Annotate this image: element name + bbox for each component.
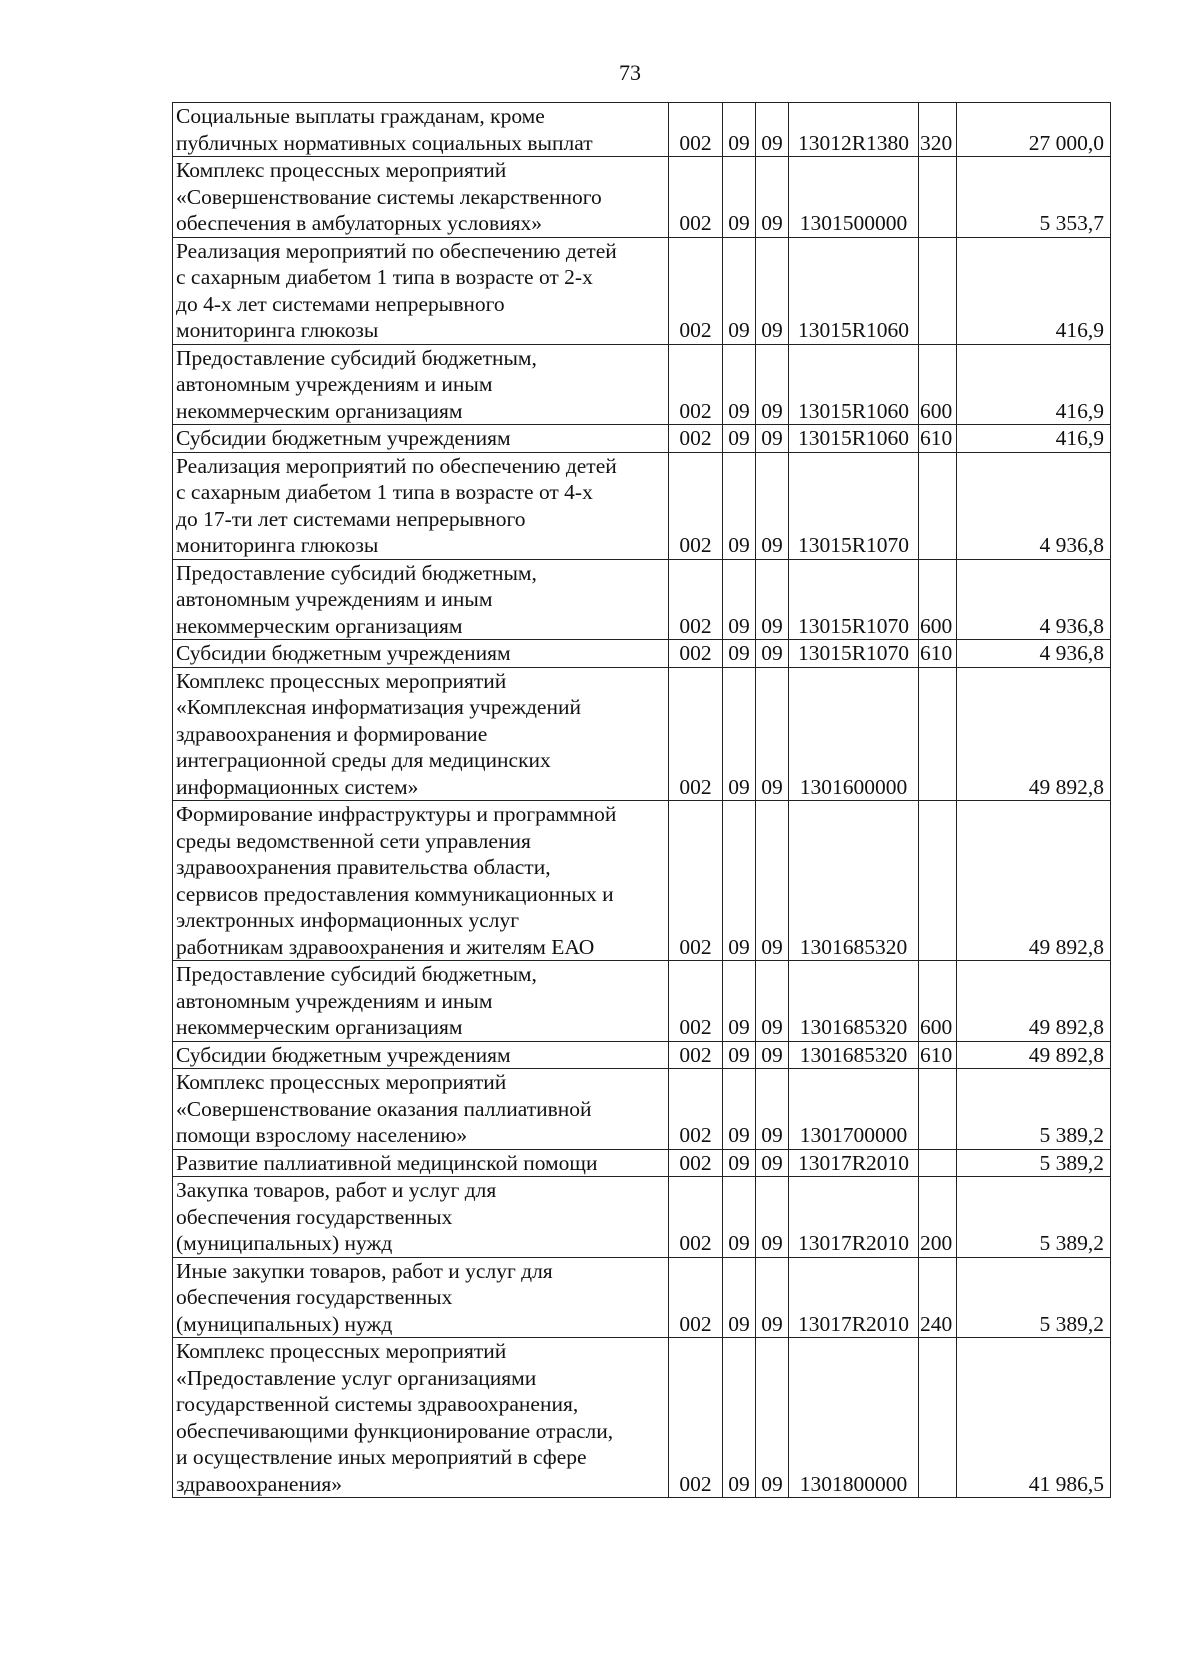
subsection-code: 09 xyxy=(756,667,789,801)
table-row xyxy=(173,237,1111,344)
ministry-code: 002 xyxy=(669,667,723,801)
table-row xyxy=(173,559,1111,640)
section-code: 09 xyxy=(723,344,756,425)
section-code: 09 xyxy=(723,1149,756,1177)
ministry-code: 002 xyxy=(669,425,723,453)
ministry-code: 002 xyxy=(669,344,723,425)
expense-kind-code xyxy=(919,1069,957,1150)
description-line: Комплекс процессных мероприятий xyxy=(176,158,507,182)
description-line: автономным учреждениям и иным xyxy=(176,988,493,1013)
expense-kind-code: 600 xyxy=(919,344,957,425)
expense-kind-code xyxy=(919,801,957,961)
row-description xyxy=(173,1338,669,1498)
description-line: здравоохранения и формирование xyxy=(176,721,488,746)
subsection-code: 09 xyxy=(756,559,789,640)
row-description xyxy=(173,237,669,344)
description-line: Закупка товаров, работ и услуг для xyxy=(176,1178,497,1202)
section-code: 09 xyxy=(723,640,756,668)
target-article-code: 1301600000 xyxy=(789,667,919,801)
description-line: обеспечения государственных xyxy=(176,1204,453,1229)
row-description xyxy=(173,801,669,961)
section-code: 09 xyxy=(723,1069,756,1150)
table-row xyxy=(173,667,1111,801)
description-line: «Предоставление услуг организациями xyxy=(176,1365,537,1390)
description-line: до 4-х лет системами непрерывного xyxy=(176,291,505,316)
budget-table xyxy=(172,102,1111,1498)
description-line: и осуществление иных мероприятий в сфере xyxy=(176,1445,587,1469)
row-description xyxy=(173,1177,669,1258)
target-article-code: 13017R2010 xyxy=(789,1257,919,1338)
target-article-code: 13015R1070 xyxy=(789,559,919,640)
expense-kind-code: 600 xyxy=(919,559,957,640)
description-line: Реализация мероприятий по обеспечению детей xyxy=(176,238,617,263)
subsection-code: 09 xyxy=(756,1069,789,1150)
ministry-code: 002 xyxy=(669,1041,723,1069)
description-line: обеспечивающими функционирование отрасли, xyxy=(176,1418,614,1443)
description-line: Комплекс процессных мероприятий xyxy=(176,668,507,693)
expense-kind-code: 600 xyxy=(919,961,957,1042)
description-line: «Совершенствование системы лекарственного xyxy=(176,184,602,209)
description-line: Комплекс процессных мероприятий xyxy=(176,1070,507,1094)
description-line: Формирование инфраструктуры и программной xyxy=(176,802,617,826)
row-description xyxy=(173,1149,669,1177)
section-code: 09 xyxy=(723,1177,756,1258)
target-article-code: 1301700000 xyxy=(789,1069,919,1150)
target-article-code: 13015R1070 xyxy=(789,452,919,559)
amount-value: 49 892,8 xyxy=(957,667,1111,801)
description-line: Иные закупки товаров, работ и услуг для xyxy=(176,1258,553,1283)
table-row xyxy=(173,1177,1111,1258)
subsection-code: 09 xyxy=(756,640,789,668)
row-description xyxy=(173,1257,669,1338)
subsection-code: 09 xyxy=(756,103,789,157)
amount-value: 4 936,8 xyxy=(957,559,1111,640)
table-row xyxy=(173,452,1111,559)
description-line: (муниципальных) нужд xyxy=(176,1311,393,1336)
section-code: 09 xyxy=(723,1338,756,1498)
table-row xyxy=(173,1149,1111,1177)
section-code: 09 xyxy=(723,425,756,453)
description-line: (муниципальных) нужд xyxy=(176,1231,393,1255)
description-line: здравоохранения» xyxy=(176,1471,343,1496)
description-line: до 17-ти лет системами непрерывного xyxy=(176,506,526,531)
subsection-code: 09 xyxy=(756,801,789,961)
amount-value: 49 892,8 xyxy=(957,801,1111,961)
subsection-code: 09 xyxy=(756,961,789,1042)
table-row xyxy=(173,640,1111,668)
description-line: среды ведомственной сети управления xyxy=(176,828,531,853)
row-description xyxy=(173,640,669,668)
ministry-code: 002 xyxy=(669,1069,723,1150)
subsection-code: 09 xyxy=(756,1041,789,1069)
description-line: Субсидии бюджетным учреждениям xyxy=(176,641,511,665)
table-row xyxy=(173,103,1111,157)
expense-kind-code xyxy=(919,157,957,238)
ministry-code: 002 xyxy=(669,1149,723,1177)
ministry-code: 002 xyxy=(669,1257,723,1338)
table-row xyxy=(173,1041,1111,1069)
expense-kind-code: 610 xyxy=(919,425,957,453)
amount-value: 416,9 xyxy=(957,344,1111,425)
ministry-code: 002 xyxy=(669,237,723,344)
section-code: 09 xyxy=(723,103,756,157)
expense-kind-code xyxy=(919,237,957,344)
section-code: 09 xyxy=(723,801,756,961)
amount-value: 5 389,2 xyxy=(957,1257,1111,1338)
ministry-code: 002 xyxy=(669,1177,723,1258)
description-line: с сахарным диабетом 1 типа в возрасте от 2-х xyxy=(176,265,593,289)
target-article-code: 1301685320 xyxy=(789,961,919,1042)
ministry-code: 002 xyxy=(669,961,723,1042)
row-description xyxy=(173,1069,669,1150)
description-line: Развитие паллиативной медицинской помощи xyxy=(176,1150,598,1175)
description-line: работникам здравоохранения и жителям ЕАО xyxy=(176,934,595,959)
section-code: 09 xyxy=(723,452,756,559)
expense-kind-code: 610 xyxy=(919,640,957,668)
table-row xyxy=(173,801,1111,961)
description-line: «Комплексная информатизация учреждений xyxy=(176,695,581,719)
subsection-code: 09 xyxy=(756,1338,789,1498)
ministry-code: 002 xyxy=(669,157,723,238)
subsection-code: 09 xyxy=(756,1177,789,1258)
description-line: некоммерческим организациям xyxy=(176,1015,463,1039)
expense-kind-code: 610 xyxy=(919,1041,957,1069)
section-code: 09 xyxy=(723,559,756,640)
expense-kind-code xyxy=(919,452,957,559)
section-code: 09 xyxy=(723,961,756,1042)
page-number: 73 xyxy=(619,60,641,85)
amount-value: 41 986,5 xyxy=(957,1338,1111,1498)
amount-value: 5 389,2 xyxy=(957,1069,1111,1150)
description-line: Предоставление субсидий бюджетным, xyxy=(176,560,537,585)
description-line: некоммерческим организациям xyxy=(176,398,463,423)
table-row xyxy=(173,1069,1111,1150)
table-row xyxy=(173,425,1111,453)
description-line: Социальные выплаты гражданам, кроме xyxy=(176,104,545,128)
table-body xyxy=(173,103,1111,1498)
target-article-code: 13015R1060 xyxy=(789,425,919,453)
ministry-code: 002 xyxy=(669,1338,723,1498)
section-code: 09 xyxy=(723,1041,756,1069)
amount-value: 5 389,2 xyxy=(957,1149,1111,1177)
description-line: помощи взрослому населению» xyxy=(176,1123,468,1147)
target-article-code: 13017R2010 xyxy=(789,1177,919,1258)
description-line: Предоставление субсидий бюджетным, xyxy=(176,962,537,986)
table-row xyxy=(173,1257,1111,1338)
target-article-code: 13015R1060 xyxy=(789,237,919,344)
expense-kind-code: 200 xyxy=(919,1177,957,1258)
amount-value: 4 936,8 xyxy=(957,640,1111,668)
expense-kind-code: 320 xyxy=(919,103,957,157)
description-line: обеспечения в амбулаторных условиях» xyxy=(176,211,542,235)
subsection-code: 09 xyxy=(756,344,789,425)
amount-value: 416,9 xyxy=(957,425,1111,453)
subsection-code: 09 xyxy=(756,1257,789,1338)
expense-kind-code xyxy=(919,1149,957,1177)
ministry-code: 002 xyxy=(669,801,723,961)
target-article-code: 1301800000 xyxy=(789,1338,919,1498)
description-line: автономным учреждениям и иным xyxy=(176,587,493,611)
description-line: с сахарным диабетом 1 типа в возрасте от 4-х xyxy=(176,480,593,504)
section-code: 09 xyxy=(723,157,756,238)
target-article-code: 1301685320 xyxy=(789,801,919,961)
description-line: «Совершенствование оказания паллиативной xyxy=(176,1096,592,1121)
amount-value: 49 892,8 xyxy=(957,961,1111,1042)
section-code: 09 xyxy=(723,237,756,344)
target-article-code: 1301685320 xyxy=(789,1041,919,1069)
subsection-code: 09 xyxy=(756,452,789,559)
amount-value: 5 353,7 xyxy=(957,157,1111,238)
row-description xyxy=(173,452,669,559)
description-line: интеграционной среды для медицинских xyxy=(176,748,551,772)
subsection-code: 09 xyxy=(756,237,789,344)
subsection-code: 09 xyxy=(756,157,789,238)
table-row xyxy=(173,157,1111,238)
target-article-code: 13015R1060 xyxy=(789,344,919,425)
row-description xyxy=(173,667,669,801)
amount-value: 4 936,8 xyxy=(957,452,1111,559)
description-line: Субсидии бюджетным учреждениям xyxy=(176,1042,511,1067)
table-row xyxy=(173,1338,1111,1498)
row-description xyxy=(173,425,669,453)
row-description xyxy=(173,961,669,1042)
ministry-code: 002 xyxy=(669,452,723,559)
description-line: информационных систем» xyxy=(176,774,419,799)
description-line: электронных информационных услуг xyxy=(176,908,520,932)
row-description xyxy=(173,344,669,425)
amount-value: 5 389,2 xyxy=(957,1177,1111,1258)
description-line: Предоставление субсидий бюджетным, xyxy=(176,345,537,370)
description-line: обеспечения государственных xyxy=(176,1285,453,1309)
row-description xyxy=(173,559,669,640)
description-line: мониторинга глюкозы xyxy=(176,533,379,557)
row-description xyxy=(173,1041,669,1069)
subsection-code: 09 xyxy=(756,1149,789,1177)
subsection-code: 09 xyxy=(756,425,789,453)
table-row xyxy=(173,961,1111,1042)
target-article-code: 13012R1380 xyxy=(789,103,919,157)
description-line: государственной системы здравоохранения, xyxy=(176,1392,579,1416)
ministry-code: 002 xyxy=(669,559,723,640)
target-article-code: 13015R1070 xyxy=(789,640,919,668)
ministry-code: 002 xyxy=(669,103,723,157)
description-line: здравоохранения правительства области, xyxy=(176,855,551,879)
row-description xyxy=(173,157,669,238)
amount-value: 27 000,0 xyxy=(957,103,1111,157)
target-article-code: 13017R2010 xyxy=(789,1149,919,1177)
expense-kind-code xyxy=(919,1338,957,1498)
description-line: мониторинга глюкозы xyxy=(176,318,379,342)
description-line: Реализация мероприятий по обеспечению детей xyxy=(176,453,617,478)
expense-kind-code xyxy=(919,667,957,801)
target-article-code: 1301500000 xyxy=(789,157,919,238)
description-line: Комплекс процессных мероприятий xyxy=(176,1339,507,1363)
section-code: 09 xyxy=(723,1257,756,1338)
description-line: некоммерческим организациям xyxy=(176,613,463,638)
description-line: публичных нормативных социальных выплат xyxy=(176,130,593,155)
description-line: Субсидии бюджетным учреждениям xyxy=(176,426,511,450)
amount-value: 49 892,8 xyxy=(957,1041,1111,1069)
description-line: сервисов предоставления коммуникационных и xyxy=(176,881,614,906)
amount-value: 416,9 xyxy=(957,237,1111,344)
description-line: автономным учреждениям и иным xyxy=(176,372,493,396)
ministry-code: 002 xyxy=(669,640,723,668)
table-row xyxy=(173,344,1111,425)
section-code: 09 xyxy=(723,667,756,801)
expense-kind-code: 240 xyxy=(919,1257,957,1338)
row-description xyxy=(173,103,669,157)
